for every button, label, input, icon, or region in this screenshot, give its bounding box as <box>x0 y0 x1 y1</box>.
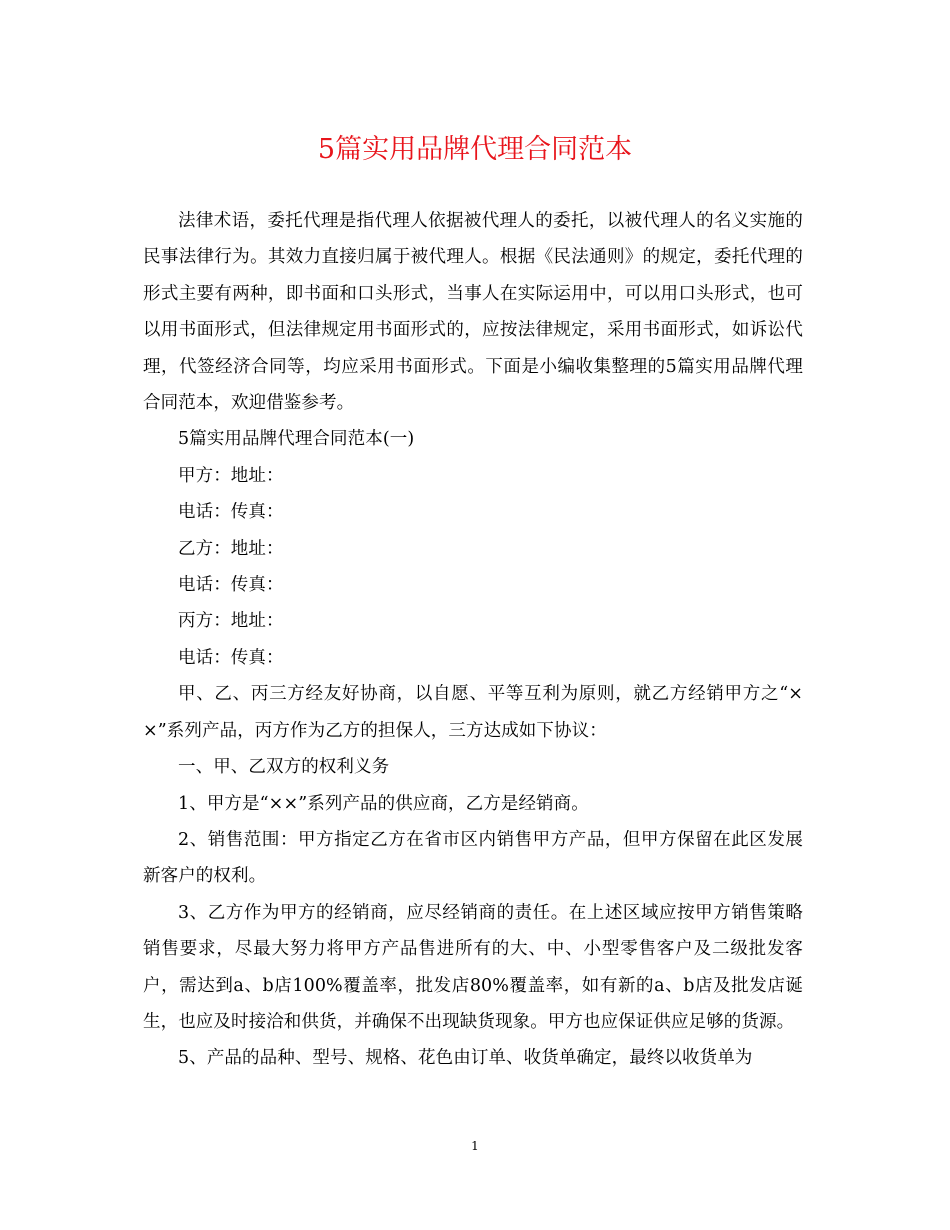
clause-5: 5、产品的品种、型号、规格、花色由订单、收货单确定，最终以收货单为 <box>178 1048 753 1069</box>
intro-paragraph: 法律术语，委托代理是指代理人依据被代理人的委托，以被代理人的名义实施的民事法律行为。其效力直接归属于被代理人。根据《民法通则》的规定，委托代理的形式主要有两种，即书面和口头形式，当事人在实际运用中，可以用口头形式，也可以用书面形式，但法律规定用书面形式的，应按法律规定，采用书面形式，如诉讼代理，代签经济合同等，均应采用书面形式。下面是小编收集整理的5篇实用品牌代理合同范本，欢迎借鉴参考。 <box>143 211 803 414</box>
party-b-address-line: 乙方：地址： <box>178 538 284 559</box>
page-number: 1 <box>471 1139 479 1153</box>
document-body <box>143 203 803 1077</box>
section-heading-contract-1: 5篇实用品牌代理合同范本(一) <box>178 429 415 450</box>
party-a-address-line: 甲方：地址： <box>178 465 284 486</box>
clause-3: 3、乙方作为甲方的经销商，应尽经销商的责任。在上述区域应按甲方销售策略销售要求，尽最大努力将甲方产品售进所有的大、中、小型零售客户及二级批发客户，需达到a、b店100%覆盖率，批发店80%覆盖率，如有新的a、b店及批发店诞生，也应及时接洽和供货，并确保不出现缺货现象。甲方也应保证供应足够的货源。 <box>143 902 803 1032</box>
document-title: 5篇实用品牌代理合同范本 <box>317 134 633 165</box>
party-c-phone-line: 电话：传真： <box>178 647 284 668</box>
party-b-phone-line: 电话：传真： <box>178 575 284 596</box>
section-heading-rights: 一、甲、乙双方的权利义务 <box>178 757 390 778</box>
agreement-preamble: 甲、乙、丙三方经友好协商，以自愿、平等互利为原则，就乙方经销甲方之“××”系列产品，丙方作为乙方的担保人，三方达成如下协议： <box>143 684 803 741</box>
clause-2: 2、销售范围：甲方指定乙方在省市区内销售甲方产品，但甲方保留在此区发展新客户的权利。 <box>143 829 803 887</box>
clause-1: 1、甲方是“××”系列产品的供应商，乙方是经销商。 <box>178 793 589 814</box>
party-a-phone-line: 电话：传真： <box>178 502 284 523</box>
party-c-address-line: 丙方：地址： <box>178 611 284 632</box>
